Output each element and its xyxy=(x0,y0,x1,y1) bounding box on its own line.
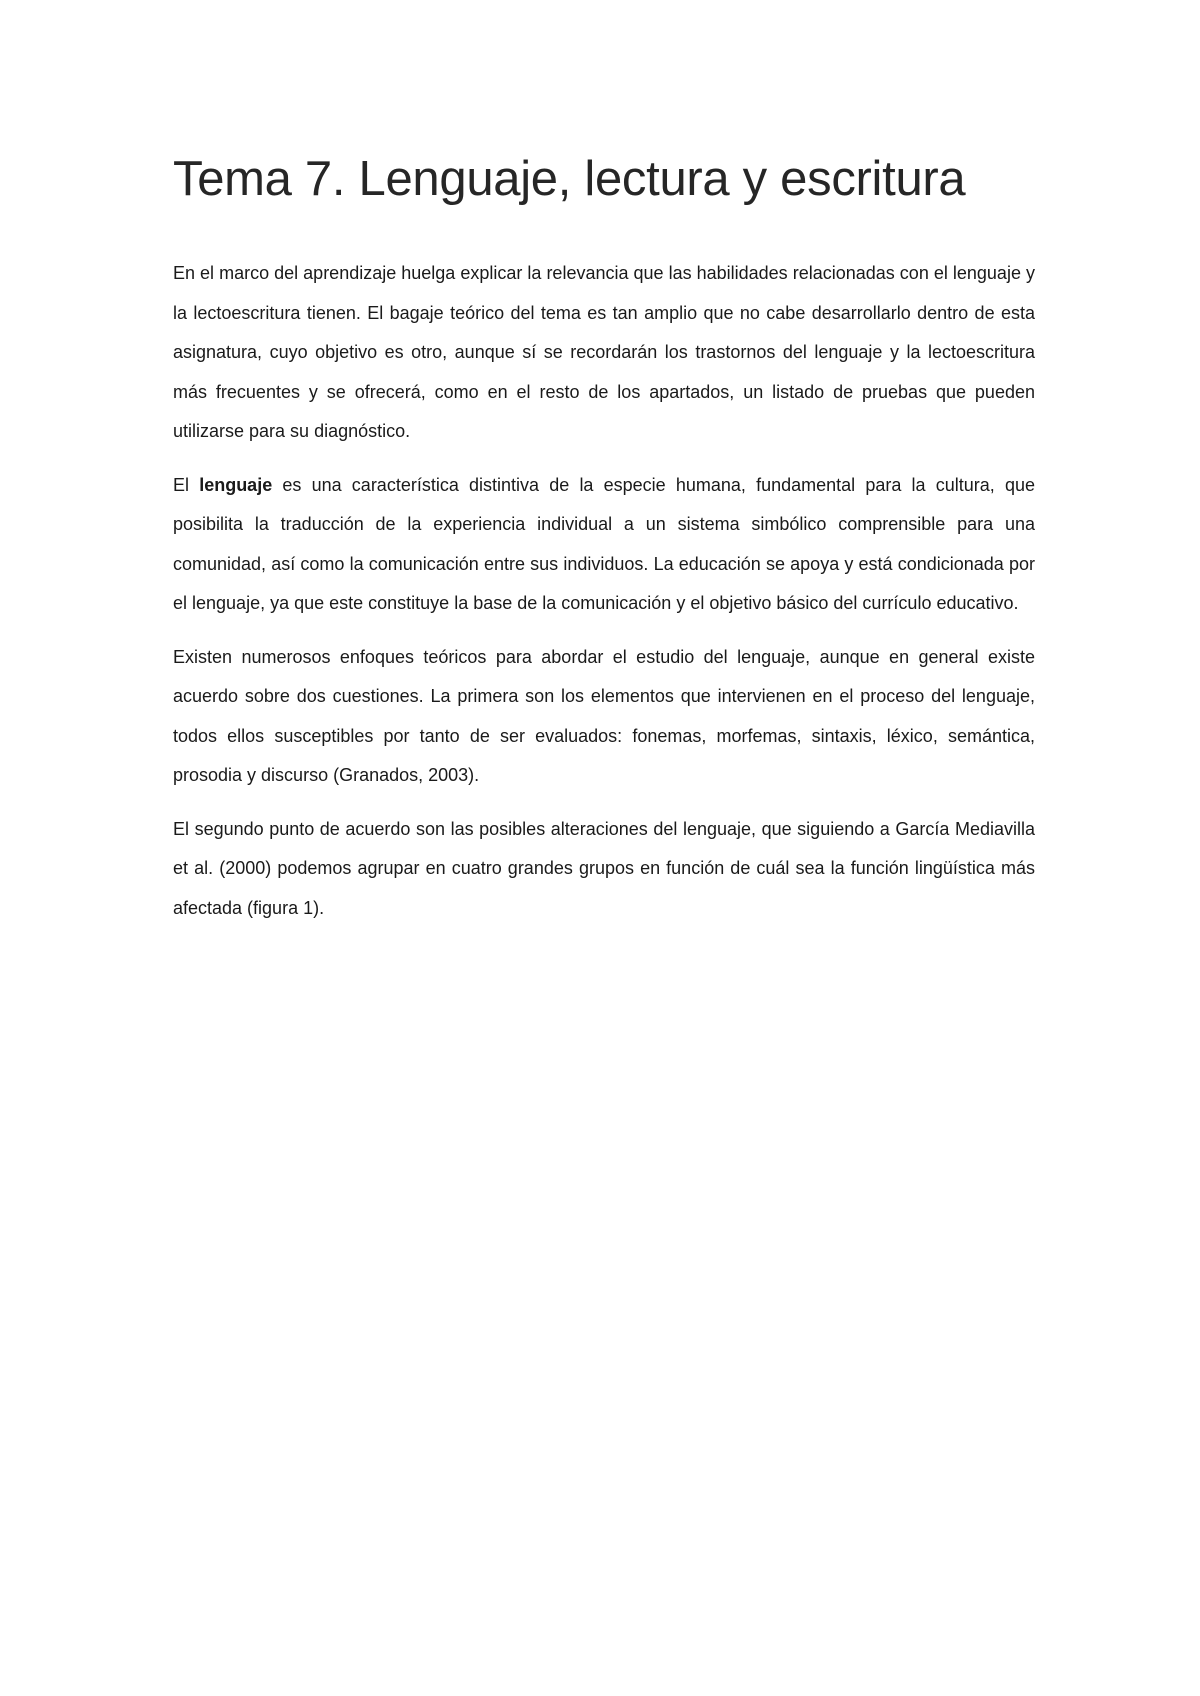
bold-term-lenguaje: lenguaje xyxy=(199,474,273,495)
paragraph-intro: En el marco del aprendizaje huelga explicar la relevancia que las habilidades relacionadas con el lenguaje y la lectoescritura tienen. El bagaje teórico del tema es tan amplio que no cabe desarrollarlo dentro de esta asignatura, cuyo objetivo es otro, aunque sí se recordarán los trastornos del lenguaje y la lectoescritura más frecuentes y se ofrecerá, como en el resto de los apartados, un listado de pruebas que pueden utilizarse para su diagnóstico. xyxy=(173,263,1035,441)
paragraph-text-after: es una característica distintiva de la especie humana, fundamental para la cultura, que posibilita la traducción de la experiencia individual a un sistema simbólico comprensible para una comunidad, así como la comunicación entre sus individuos. La educación se apoya y está condicionada por el lenguaje, ya que este constituye la base de la comunicación y el objetivo básico del currículo educativo. xyxy=(173,474,1035,613)
document-body xyxy=(173,148,1035,942)
paragraph-lenguaje-definition xyxy=(173,466,1035,624)
paragraph-language-disorders: El segundo punto de acuerdo son las posibles alteraciones del lenguaje, que siguiendo a García Mediavilla et al. (2000) podemos agrupar en cuatro grandes grupos en función de cuál sea la función lingüística más afectada (figura 1). xyxy=(173,818,1035,918)
document-title: Tema 7. Lenguaje, lectura y escritura xyxy=(173,152,966,206)
paragraph-text-before: El xyxy=(173,474,200,495)
paragraph-theoretical-approaches: Existen numerosos enfoques teóricos para abordar el estudio del lenguaje, aunque en general existe acuerdo sobre dos cuestiones. La primera son los elementos que intervienen en el proceso del lenguaje, todos ellos susceptibles por tanto de ser evaluados: fonemas, morfemas, sintaxis, léxico, semántica, prosodia y discurso (Granados, 2003). xyxy=(173,646,1035,785)
